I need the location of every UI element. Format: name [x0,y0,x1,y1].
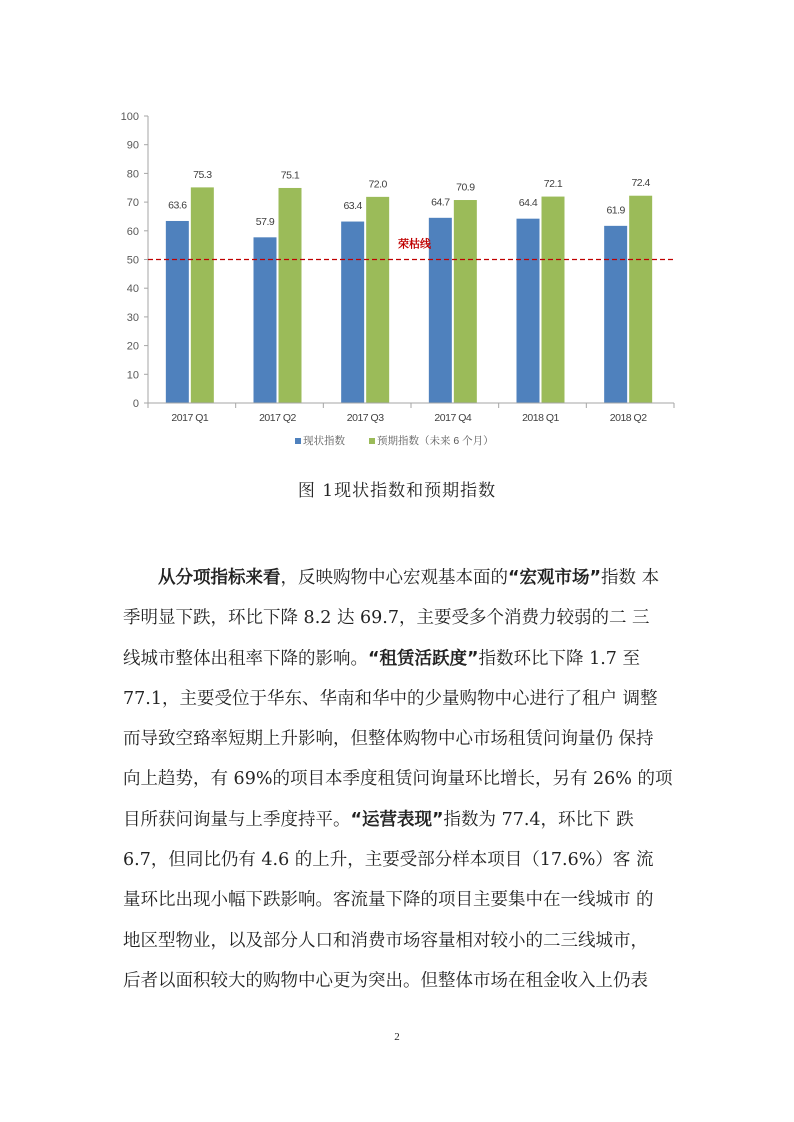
data-label: 64.4 [518,197,538,210]
body-paragraph [123,558,693,1001]
text-line [123,880,693,920]
bar-current [516,218,540,403]
text-run: 目所获问询量与上季度持平。 [123,809,351,830]
x-tick-label: 2017 Q3 [346,412,384,424]
text-run: 量环比出现小幅下跌影响。客流量下降的项目主要集中在一线城市 的 [123,890,654,911]
text-line [123,598,693,638]
bar-expected [366,196,390,403]
bold-term: “租赁活跃度” [368,648,479,669]
text-run: 77.1，主要受位于华东、华南和华中的少量购物中心进行了租户 调整 [123,688,658,709]
bar-current [165,220,189,403]
bar-expected [629,195,653,403]
data-label: 57.9 [255,215,275,228]
y-tick-label: 0 [132,398,139,410]
text-run: 后者以面积较大的购物中心更为突出。但整体市场在租金收入上仍表 [123,970,648,991]
x-tick-label: 2018 Q1 [522,412,559,424]
bold-term: “宏观市场” [508,568,602,588]
data-label: 72.4 [631,177,650,190]
x-tick-label: 2017 Q2 [259,412,296,424]
bar-current [428,217,452,403]
text-line [123,800,693,840]
text-run: 6.7，但同比仍有 4.6 的上升，主要受部分样本项目（17.6%）客 流 [123,850,654,871]
bold-term: 从分项指标来看 [158,568,281,588]
text-run: 指数为 77.4，环比下 跌 [443,809,634,830]
bar-current [253,237,277,403]
x-tick-label: 2017 Q1 [171,412,209,424]
text-run: 指数 本 [601,568,660,588]
bar-expected [278,187,302,403]
bar-expected [190,187,214,403]
text-run: 指数环比下降 1.7 至 [478,648,640,669]
data-label: 61.9 [606,204,625,217]
data-label: 63.6 [168,199,187,212]
text-line [123,639,693,679]
y-tick-label: 40 [126,283,139,296]
text-line [123,679,693,719]
bar-current [604,225,628,403]
y-tick-label: 60 [126,225,139,238]
page-number: 2 [394,1031,400,1043]
text-line [123,961,693,1001]
text-run: 向上趋势，有 69%的项目本季度租赁问询量环比增长，另有 26% 的项 [123,769,673,790]
bar-expected [453,200,477,403]
data-label: 64.7 [431,196,450,209]
threshold-label: 荣枯线 [398,238,431,251]
y-tick-label: 90 [126,139,139,152]
text-line [123,840,693,880]
text-run: 线城市整体出租率下降的影响。 [123,648,368,669]
data-label: 72.0 [368,178,387,191]
text-run: ，反映购物中心宏观基本面的 [280,568,508,588]
x-tick-label: 2017 Q4 [434,412,472,424]
y-tick-label: 30 [126,311,139,324]
text-line [123,719,693,759]
legend-swatch [295,438,301,444]
y-tick-label: 50 [126,254,139,267]
x-tick-label: 2018 Q2 [609,412,647,424]
y-tick-label: 100 [120,111,139,123]
bar-expected [541,196,565,403]
legend-swatch [369,438,375,444]
legend-label: 预期指数（未来 6 个月） [377,435,494,447]
bold-term: “运营表现” [350,809,444,830]
text-line [123,759,693,799]
y-tick-label: 70 [126,197,139,210]
text-run: 季明显下跌，环比下降 8.2 达 69.7，主要受多个消费力较弱的二 三 [123,608,650,629]
legend-label: 现状指数 [303,435,345,447]
text-run: 而导致空臵率短期上升影响，但整体购物中心市场租赁问询量仍 保持 [123,729,654,750]
text-line [123,558,693,598]
text-line [123,921,693,961]
data-label: 63.4 [343,200,362,213]
bar-chart [0,0,794,470]
data-label: 72.1 [543,178,563,191]
text-run: 地区型物业，以及部分人口和消费市场容量相对较小的二三线城市， [123,930,648,951]
figure-caption: 图 1现状指数和预期指数 [297,481,497,501]
y-tick-label: 80 [126,168,139,181]
data-label: 75.3 [193,168,212,181]
data-label: 75.1 [280,169,300,182]
y-tick-label: 20 [126,340,139,353]
bar-current [341,221,365,403]
chart-canvas [0,0,794,470]
data-label: 70.9 [456,181,475,194]
y-tick-label: 10 [126,369,139,382]
